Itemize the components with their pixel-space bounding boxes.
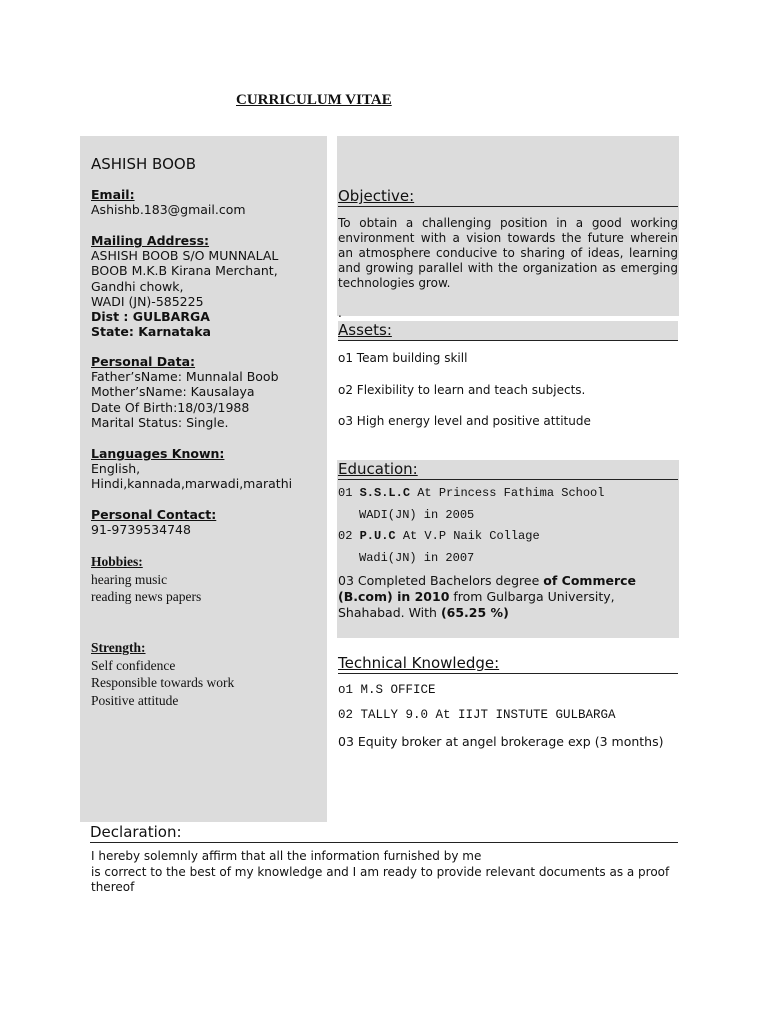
document-title: CURRICULUM VITAE [236,92,392,108]
state: State: Karnataka [91,324,211,340]
address-line: Gandhi chowk, [91,278,184,294]
education-heading: Education: [338,460,678,480]
education-degree: P.U.C [359,529,396,543]
hobby-item: reading news papers [91,589,202,604]
technical-knowledge-heading: Technical Knowledge: [338,654,678,674]
technical-item: o1 M.S OFFICE [338,683,436,697]
language-line: Hindi,kannada,marwadi,marathi [91,476,293,492]
education-item-1-detail: WADI(JN) in 2005 [359,508,475,522]
personal-data-line: Date Of Birth:18/03/1988 [91,399,250,415]
strength-item: Self confidence [91,657,176,673]
contact-block [91,507,216,537]
asset-item: o3 High energy level and positive attitude [338,414,591,428]
hobbies-block [91,553,201,606]
hobbies-label: Hobbies: [91,554,143,569]
education-degree: S.S.L.C [359,486,411,500]
objective-text: To obtain a challenging position in a good working environment with a vision towards the future wherein an atmosphere conducive to sharing of ideas, learning and growing parallel with the organization as emerging technologies grow. [338,216,678,290]
asset-item: o2 Flexibility to learn and teach subjects. [338,383,586,397]
education-item-3 [338,573,678,621]
contact-value: 91-9739534748 [91,522,191,538]
technical-item: 03 Equity broker at angel brokerage exp (3 months) [338,734,664,749]
asset-item: o1 Team building skill [338,351,468,365]
education-institution: At Princess Fathima School [410,486,605,500]
strength-label: Strength: [91,640,146,655]
personal-data-label: Personal Data: [91,354,196,369]
languages-block [91,446,292,492]
address-line: ASHISH BOOB S/O MUNNALAL [91,248,279,264]
declaration-heading: Declaration: [90,823,678,843]
education-degree: of Commerce (B.com) in 2010 [338,573,636,604]
education-text: from Gulbarga University, Shahabad. With [338,589,615,620]
strength-item: Responsible towards work [91,675,235,690]
assets-heading: Assets: [338,321,678,341]
mailing-address-block [91,233,278,339]
education-item-2 [338,529,540,543]
hobby-item: hearing music [91,571,168,587]
address-line: WADI (JN)-585225 [91,293,204,309]
declaration-line: I hereby solemnly affirm that all the information furnished by me [91,849,482,863]
technical-item: 02 TALLY 9.0 At IIJT INSTUTE GULBARGA [338,708,616,722]
personal-data-line: Father’sName: Munnalal Boob [91,369,279,385]
education-score: (65.25 %) [440,605,509,620]
objective-heading: Objective: [338,187,678,207]
address-line: BOOB M.K.B Kirana Merchant, [91,263,278,279]
languages-label: Languages Known: [91,446,225,461]
education-number: 02 [338,529,360,543]
email-value: Ashishb.183@gmail.com [91,202,246,218]
declaration-text [91,849,681,896]
education-text: 03 Completed Bachelors degree [338,573,544,588]
education-item-1 [338,486,604,500]
candidate-name: ASHISH BOOB [91,155,196,173]
email-label: Email: [91,187,135,202]
personal-data-line: Mother’sName: Kausalaya [91,384,255,400]
education-institution: At V.P Naik Collage [395,529,540,543]
language-line: English, [91,461,141,477]
education-item-2-detail: Wadi(JN) in 2007 [359,551,475,565]
objective-dot: . [338,306,342,320]
strength-block [91,639,234,709]
strength-item: Positive attitude [91,692,179,708]
personal-data-line: Marital Status: Single. [91,414,229,430]
district: Dist : GULBARGA [91,309,210,325]
declaration-line: is correct to the best of my knowledge and I am ready to provide relevant documents as a proof thereof [91,864,670,894]
email-block [91,187,246,217]
personal-data-block [91,354,279,430]
mailing-address-label: Mailing Address: [91,233,210,248]
contact-label: Personal Contact: [91,507,217,522]
education-number: 01 [338,486,360,500]
